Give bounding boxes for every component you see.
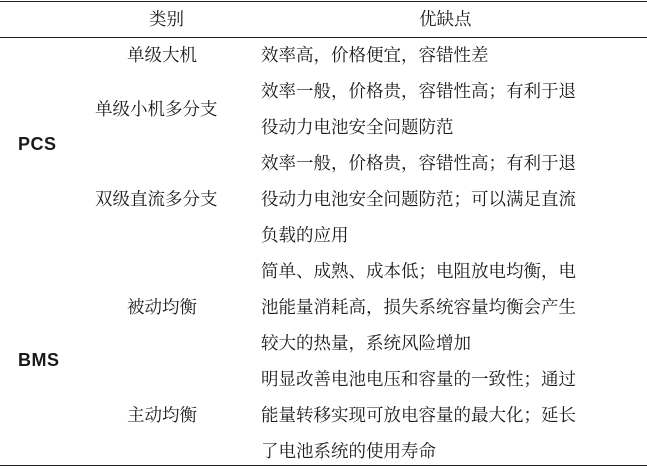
row-type-dual-dc-multibranch: 双级直流多分支 (95, 190, 218, 210)
group-label-bms: BMS (18, 350, 60, 370)
row-type-single-small-multibranch: 单级小机多分支 (95, 100, 218, 120)
row-desc-passive-balancing (261, 254, 645, 362)
row-type-passive-balancing: 被动均衡 (127, 298, 197, 318)
row-desc-single-large (261, 38, 645, 74)
row-desc-active-balancing (261, 362, 645, 470)
desc-line: 效率高，价格便宜，容错性差 (261, 46, 489, 66)
desc-line: 效率一般，价格贵，容错性高；有利于退 (261, 154, 576, 174)
row-desc-dual-dc-multibranch (261, 146, 645, 254)
desc-line: 效率一般，价格贵，容错性高；有利于退 (261, 82, 576, 102)
header-category: 类别 (149, 10, 184, 30)
desc-line: 役动力电池安全问题防范；可以满足直流 (261, 190, 576, 210)
desc-line: 池能量消耗高，损失系统容量均衡会产生 (261, 298, 576, 318)
desc-line: 明显改善电池电压和容量的一致性；通过 (261, 370, 576, 390)
desc-line: 较大的热量，系统风险增加 (261, 334, 471, 354)
row-desc-single-small-multibranch (261, 74, 645, 146)
row-type-single-large: 单级大机 (127, 46, 197, 66)
desc-line: 简单、成熟、成本低；电阻放电均衡，电 (261, 262, 576, 282)
row-type-active-balancing: 主动均衡 (127, 406, 197, 426)
table-top-rule (0, 1, 647, 2)
desc-line: 负载的应用 (261, 226, 349, 246)
group-label-pcs: PCS (18, 134, 57, 154)
desc-line: 了电池系统的使用寿命 (261, 442, 436, 462)
desc-line: 役动力电池安全问题防范 (261, 118, 454, 138)
header-pros-cons: 优缺点 (419, 10, 472, 30)
desc-line: 能量转移实现可放电容量的最大化；延长 (261, 406, 576, 426)
